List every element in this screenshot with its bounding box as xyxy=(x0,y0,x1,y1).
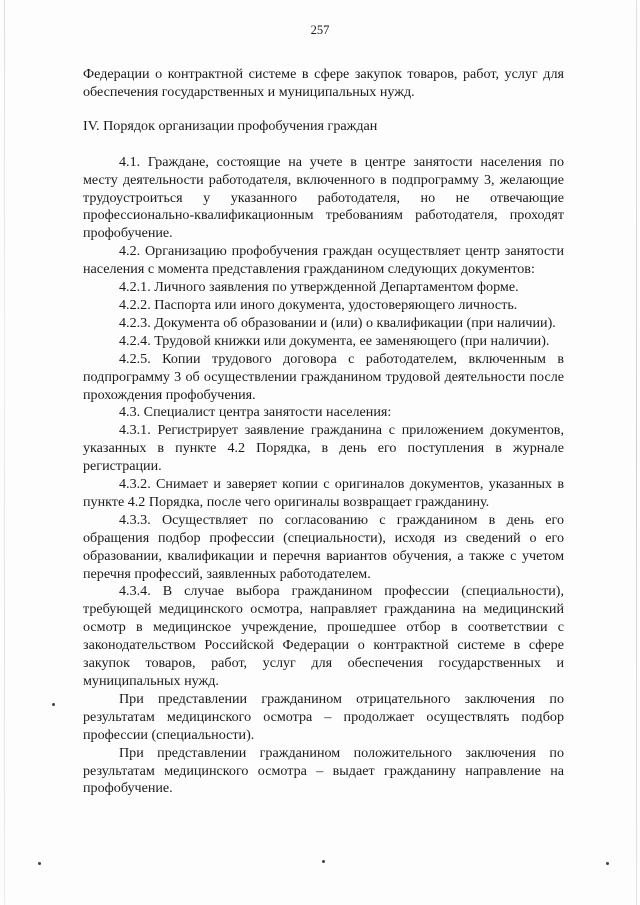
paragraph-continuation: Федерации о контрактной системе в сфере закупок товаров, работ, услуг для обеспечения государственных и муниципальных нужд. xyxy=(83,66,564,100)
paragraph-4-2-5: 4.2.5. Копии трудового договора с работодателем, включенным в подпрограмму 3 об осуществлении гражданином трудовой деятельности после прохождения профобучения. xyxy=(83,350,564,403)
paragraph-negative-conclusion: При представлении гражданином отрицательного заключения по результатам медицинского осмотра – продолжает осуществлять подбор профессии (специальности). xyxy=(83,690,564,743)
paragraph-4-3-1: 4.3.1. Регистрирует заявление гражданина с приложением документов, указанных в пункте 4.2 Порядка, в день его поступления в журнале регистрации. xyxy=(83,422,564,475)
paragraph-4-1: 4.1. Граждане, состоящие на учете в центре занятости населения по месту деятельности работодателя, включенного в подпрограмму 3, желающие трудоустроиться у указанного работодателя, но не отвечающие профессионально-квалификационным требованиям работодателя, проходят профобучение. xyxy=(83,153,564,242)
paragraph-4-2-4: 4.2.4. Трудовой книжки или документа, ее заменяющего (при наличии). xyxy=(119,332,550,349)
paragraph-4-3-2: 4.3.2. Снимает и заверяет копии с оригиналов документов, указанных в пункте 4.2 Порядка, после чего оригиналы возвращает гражданину. xyxy=(83,476,564,510)
scan-speck xyxy=(606,862,609,865)
paragraph-4-2-2: 4.2.2. Паспорта или иного документа, удостоверяющего личность. xyxy=(119,296,518,313)
scan-speck xyxy=(322,860,325,863)
paragraph-4-3-4: 4.3.4. В случае выбора гражданином профессии (специальности), требующей медицинского осмотра, направляет гражданина на медицинский осмотр в медицинское учреждение, прошедшее отбор в соответствии с законодательством Российской Федерации о контрактной системе в сфере закупок товаров, работ, услуг для обеспечения государственных и муниципальных нужд. xyxy=(83,583,564,689)
paragraph-4-3: 4.3. Специалист центра занятости населения: xyxy=(119,404,392,421)
scan-edge-left xyxy=(4,0,5,905)
section-heading: IV. Порядок организации профобучения граждан xyxy=(83,117,378,134)
paragraph-4-2-1: 4.2.1. Личного заявления по утвержденной Департаментом форме. xyxy=(119,279,519,296)
document-body xyxy=(83,66,564,798)
paragraph-4-2: 4.2. Организацию профобучения граждан осуществляет центр занятости населения с момента представления гражданином следующих документов: xyxy=(83,243,564,278)
paragraph-4-3-3: 4.3.3. Осуществляет по согласованию с гражданином в день его обращения подбор профессии (специальности), исходя из сведений о его образовании, квалификации и перечня вариантов обучения, а также с учетом перечня профессий, заявленных работодателем. xyxy=(83,511,564,582)
page-number: 257 xyxy=(310,23,330,37)
scan-speck xyxy=(52,703,55,706)
paragraph-positive-conclusion: При представлении гражданином положительного заключения по результатам медицинского осмотра – выдает гражданину направление на профобучение. xyxy=(83,744,564,797)
scan-speck xyxy=(38,862,41,865)
paragraph-4-2-3: 4.2.3. Документа об образовании и (или) о квалификации (при наличии). xyxy=(119,314,556,331)
scan-edge-right xyxy=(636,0,637,905)
